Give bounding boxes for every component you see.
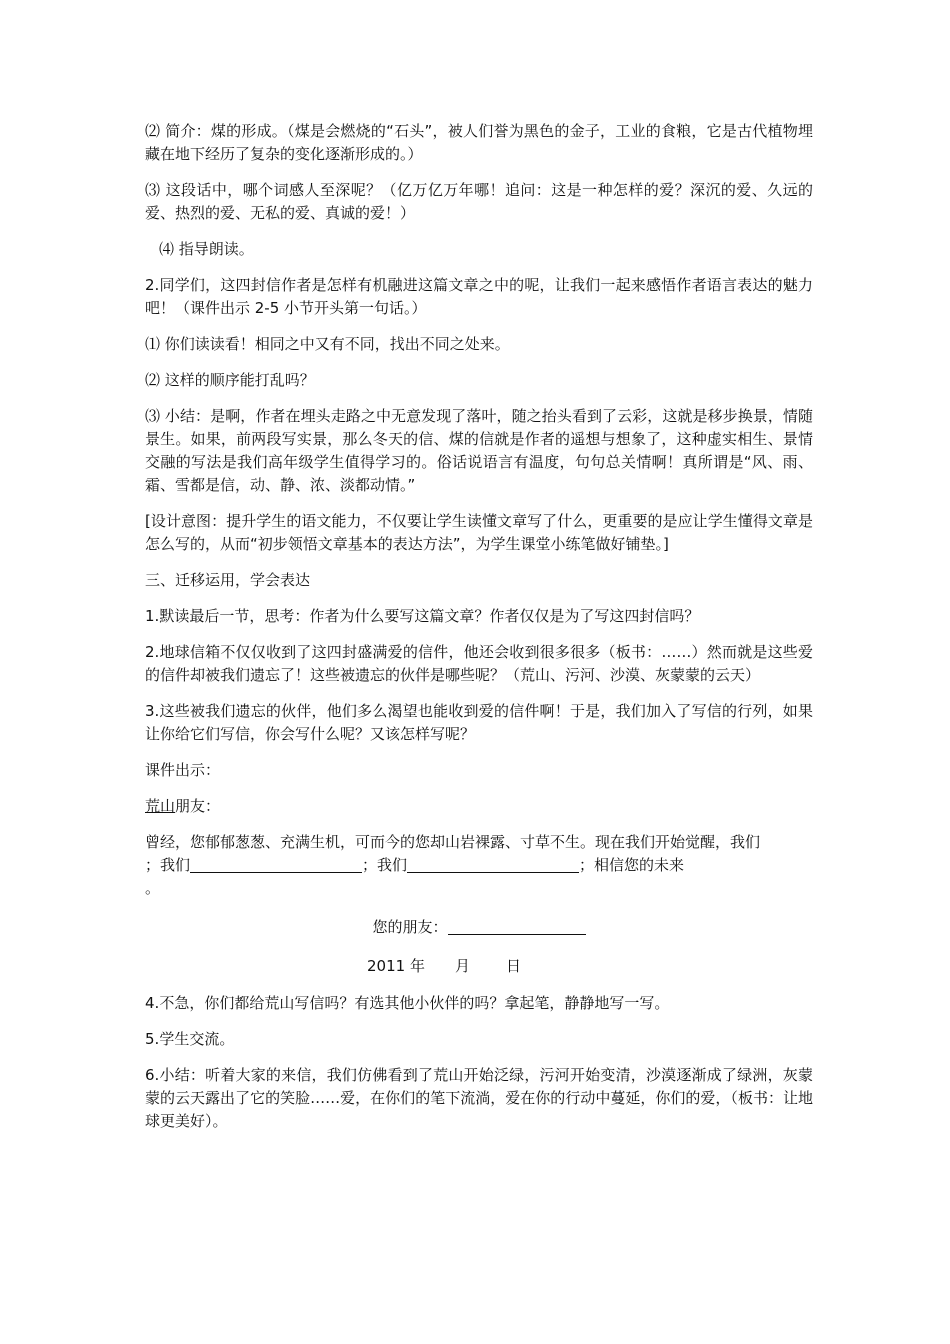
letter-body <box>145 831 813 900</box>
date-day: 日 <box>505 957 521 975</box>
paragraph-design-intent: [设计意图：提升学生的语文能力，不仅要让学生读懂文章写了什么，更重要的是应让学生懂得文章是怎么写的，从而“初步领悟文章基本的表达方法”，为学生课堂小练笔做好铺垫。] <box>145 512 813 553</box>
paragraph-guide-reading: ⑷ 指导朗读。 <box>159 240 254 258</box>
paragraph-silent-reading <box>145 605 813 628</box>
item-text: 这些被我们遗忘的伙伴，他们多么渴望也能收到爱的信件啊！于是，我们加入了写信的行列，如果让你给它们写信，你会写什么呢？又该怎样写呢？ <box>145 702 813 743</box>
letter-body-text: 曾经，您郁郁葱葱、充满生机，可而今的您却山岩裸露、寸草不生。现在我们开始觉醒，我们 <box>145 833 761 851</box>
item-number: 5. <box>145 1030 160 1048</box>
paragraph-summary-1: ⑶ 小结：是啊，作者在埋头走路之中无意发现了落叶，随之抬头看到了云彩，这就是移步换景，情随景生。如果，前两段写实景，那么冬天的信、煤的信就是作者的遥想与想象了，这种虚实相生、景情交融的写法是我们高年级学生值得学习的。俗话说语言有温度，句句总关情啊！真所谓是“风、雨、霜、雪都是信，动、静、浓、淡都动情。” <box>145 407 813 494</box>
section-heading-3: 三、迁移运用，学会表达 <box>145 571 311 589</box>
item-text: 学生交流。 <box>159 1030 235 1048</box>
fill-blank-2[interactable] <box>407 857 579 873</box>
paragraph-choose-friend <box>145 992 813 1015</box>
date-month: 月 <box>454 957 470 975</box>
paragraph-read-aloud: ⑴ 你们读读看！相同之中又有不同，找出不同之处来。 <box>145 335 510 353</box>
paragraph-write-letters <box>145 700 813 746</box>
paragraph-four-letters <box>145 274 813 320</box>
salutation-name: 荒山 <box>145 797 176 815</box>
fill-blank-1[interactable] <box>190 857 362 873</box>
letter-body-seg-a: ；我们 <box>145 856 191 874</box>
document-page <box>145 120 813 1146</box>
item-number: 3. <box>145 702 160 720</box>
paragraph-order: ⑵ 这样的顺序能打乱吗？ <box>145 371 315 389</box>
signature-blank[interactable] <box>448 919 586 935</box>
letter-date <box>145 955 813 978</box>
paragraph-summary-2 <box>145 1064 813 1133</box>
paragraph-coal-intro: ⑵ 简介：煤的形成。（煤是会燃烧的“石头”，被人们誉为黑色的金子，工业的食粮，它是古代植物埋藏在地下经历了复杂的变化逐渐形成的。） <box>145 122 813 163</box>
letter-signature <box>145 916 813 939</box>
item-text: 不急，你们都给荒山写信吗？有选其他小伙伴的吗？拿起笔，静静地写一写。 <box>159 994 670 1012</box>
letter-salutation <box>145 795 813 818</box>
letter-body-seg-b: ；我们 <box>362 856 408 874</box>
item-number: 2. <box>145 276 160 294</box>
item-number: 6. <box>145 1066 160 1084</box>
salutation-suffix: 朋友： <box>175 797 221 815</box>
item-number: 2. <box>145 643 160 661</box>
date-year: 2011 年 <box>367 957 425 975</box>
paragraph-exchange <box>145 1028 813 1051</box>
item-text: 地球信箱不仅仅收到了这四封盛满爱的信件，他还会收到很多很多（板书：……）然而就是这些爱的信件却被我们遗忘了！这些被遗忘的伙伴是哪些呢？（荒山、污河、沙漠、灰蒙蒙的云天） <box>145 643 813 684</box>
paragraph-earth-mailbox <box>145 641 813 687</box>
letter-body-seg-c: ；相信您的未来 <box>579 856 685 874</box>
item-number: 4. <box>145 994 160 1012</box>
item-text: 同学们，这四封信作者是怎样有机融进这篇文章之中的呢，让我们一起来感悟作者语言表达的魅力吧！（课件出示 2-5 小节开头第一句话。） <box>145 276 813 317</box>
paragraph-touching-word: ⑶ 这段话中，哪个词感人至深呢？（亿万亿万年哪！追问：这是一种怎样的爱？深沉的爱、久远的爱、热烈的爱、无私的爱、真诚的爱！） <box>145 181 813 222</box>
item-text: 默读最后一节，思考：作者为什么要写这篇文章？作者仅仅是为了写这四封信吗？ <box>159 607 700 625</box>
signature-label: 您的朋友： <box>372 918 448 936</box>
paragraph-courseware: 课件出示： <box>145 761 221 779</box>
letter-body-end: 。 <box>145 879 161 897</box>
item-text: 小结：听着大家的来信，我们仿佛看到了荒山开始泛绿，污河开始变清，沙漠逐渐成了绿洲，灰蒙蒙的云天露出了它的笑脸……爱，在你们的笔下流淌，爱在你的行动中蔓延，你们的爱，（板书：让地球更美好）。 <box>145 1066 813 1130</box>
item-number: 1. <box>145 607 160 625</box>
